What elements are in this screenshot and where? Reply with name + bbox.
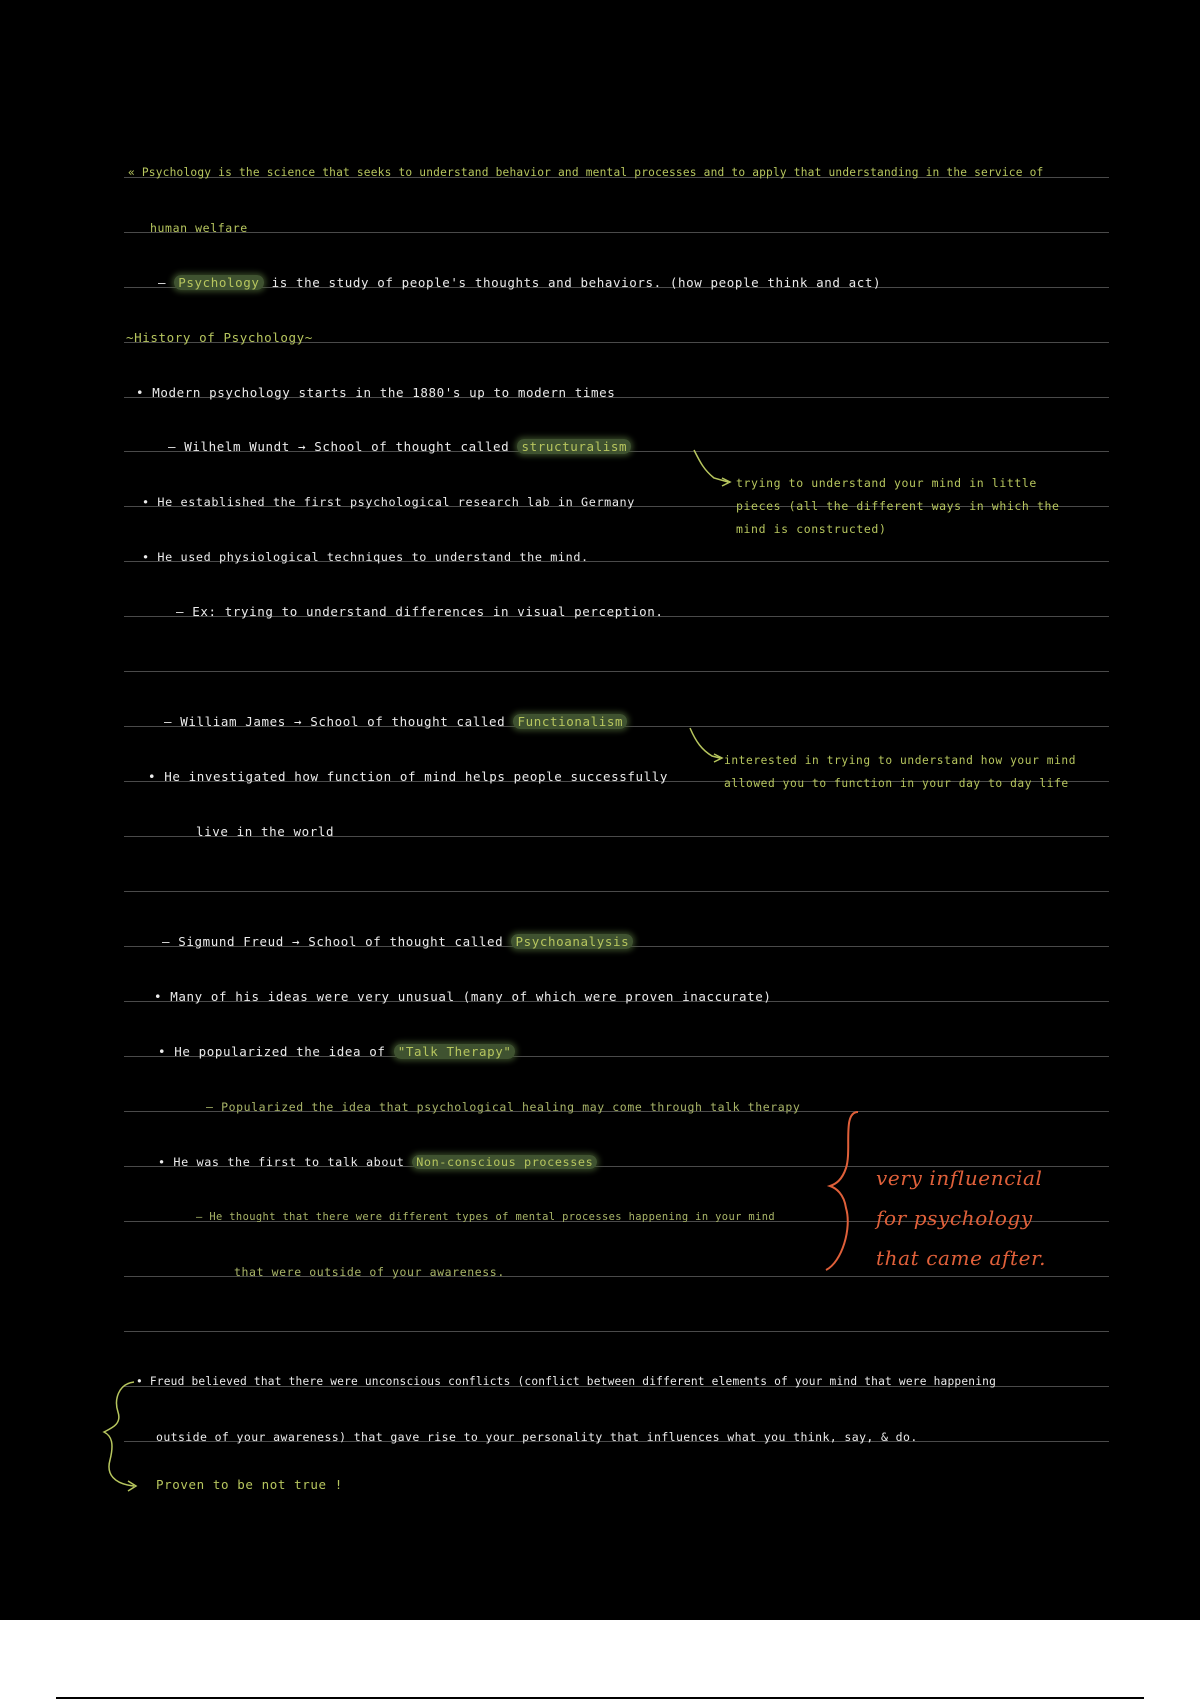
psychology-study-line: – Psychology is the study of people's thoughts and behaviors. (how people think and act) [158,275,882,290]
james-investigated-line: • He investigated how function of mind helps people successfully [148,769,669,784]
freud-popularized-text: He popularized the idea of [174,1044,386,1059]
non-conscious-text: He was the first to talk about [173,1155,405,1169]
proven-not-true-note: Proven to be not true ! [156,1477,343,1492]
psychology-highlight: Psychology [174,275,263,290]
functionalism-annotation: interested in trying to understand how your mind allowed you to function in your day to day life [724,754,1077,790]
non-conscious-note-text: He thought that there were different types of mental processes happening in your mind [209,1211,776,1223]
proven-bracket-icon [104,1382,134,1486]
wundt-techniques-line: • He used physiological techniques to understand the mind. [142,550,589,564]
unconscious-conflicts-line: • Freud believed that there were unconscious conflicts (conflict between different elements of your mind that were happening [136,1375,996,1388]
non-conscious-note-line: – He thought that there were different types of mental processes happening in your mind [196,1211,776,1223]
james-investigated-continuation: live in the world [196,824,335,839]
functionalism-arrow-icon [690,728,720,758]
psychology-definition-continuation: human welfare [150,221,248,235]
james-text: William James → School of thought called [180,714,506,729]
unconscious-conflicts-text: Freud believed that there were unconscious conflicts (conflict between different elements of your mind that were happening [149,1375,996,1388]
non-conscious-note-continuation: that were outside of your awareness. [234,1265,505,1279]
structuralism-highlight: structuralism [517,439,631,454]
history-heading: ~History of Psychology~ [126,330,313,345]
curly-brace-icon [826,1112,858,1270]
wundt-techniques-text: He used physiological techniques to understand the mind. [157,550,589,564]
wundt-example-line: – Ex: trying to understand differences in visual perception. [176,604,664,619]
psychology-study-text: is the study of people's thoughts and behaviors. (how people think and act) [271,275,882,290]
psychology-definition-line: « Psychology is the science that seeks to understand behavior and mental processes and to apply that understanding in the service of [128,166,1044,179]
talk-therapy-note-text: Popularized the idea that psychological healing may come through talk therapy [221,1100,801,1114]
wundt-example-text: Ex: trying to understand differences in visual perception. [192,604,664,619]
structuralism-arrow-icon [694,450,728,482]
freud-ideas-text: Many of his ideas were very unusual (many of which were proven inaccurate) [170,989,772,1004]
modern-psychology-text: Modern psychology starts in the 1880's up to modern times [152,385,616,400]
james-investigated-text: He investigated how function of mind helps people successfully [164,769,669,784]
wundt-line: – Wilhelm Wundt → School of thought called structuralism [168,439,631,455]
wundt-text: Wilhelm Wundt → School of thought called [184,439,510,454]
influence-annotation: very influencial for psychology that came after. [876,1166,1047,1270]
unconscious-conflicts-continuation: outside of your awareness) that gave rise to your personality that influences what you think, say, & do. [156,1430,918,1444]
functionalism-highlight: Functionalism [513,714,627,729]
structuralism-annotation: trying to understand your mind in little pieces (all the different ways in which the mind is constructed) [736,476,1060,536]
wundt-lab-line: • He established the first psychological research lab in Germany [142,495,635,509]
non-conscious-line: • He was the first to talk about Non-conscious processes [158,1154,597,1170]
freud-text: Sigmund Freud → School of thought called [178,934,504,949]
non-conscious-highlight: Non-conscious processes [412,1155,597,1169]
talk-therapy-highlight: "Talk Therapy" [394,1044,516,1059]
wundt-lab-text: He established the first psychological research lab in Germany [157,495,635,509]
freud-line: – Sigmund Freud → School of thought called Psychoanalysis [162,934,633,950]
freud-ideas-line: • Many of his ideas were very unusual (many of which were proven inaccurate) [154,989,772,1004]
modern-psychology-line: • Modern psychology starts in the 1880's up to modern times [136,385,616,400]
freud-popularized-line: • He popularized the idea of "Talk Therapy" [158,1044,515,1060]
talk-therapy-note-line: – Popularized the idea that psychological healing may come through talk therapy [206,1100,801,1114]
page-bottom-divider [56,1697,1144,1699]
james-line: – William James → School of thought called Functionalism [164,714,627,730]
psychoanalysis-highlight: Psychoanalysis [511,934,633,949]
